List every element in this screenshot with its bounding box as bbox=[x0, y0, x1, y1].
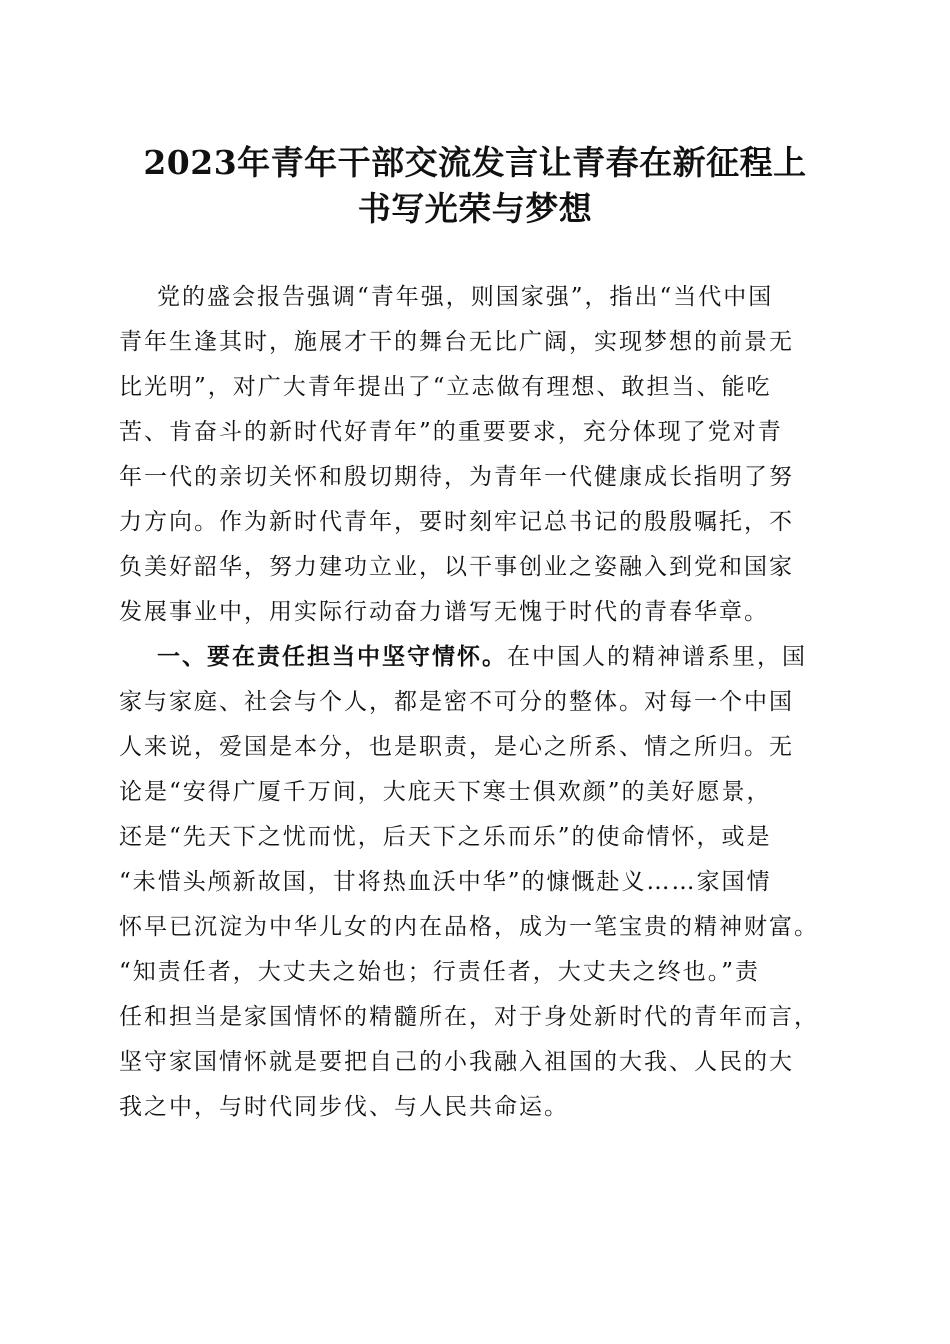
paragraph-2-line: 人来说，爱国是本分，也是职责，是心之所系、情之所归。无 bbox=[119, 734, 794, 760]
paragraph-2-line: 坚守家国情怀就是要把自己的小我融入祖国的大我、人民的大 bbox=[119, 1049, 794, 1075]
paragraph-2-line: “知责任者，大丈夫之始也；行责任者，大丈夫之终也。”责 bbox=[119, 959, 761, 985]
paragraph-1-line: 青年生逢其时，施展才干的舞台无比广阔，实现梦想的前景无 bbox=[119, 329, 794, 355]
paragraph-1-line: 苦、肯奋斗的新时代好青年”的重要要求，充分体现了党对青 bbox=[119, 419, 783, 445]
title-line-1: 2023年青年干部交流发言让青春在新征程上 bbox=[143, 143, 807, 182]
paragraph-2-line: 怀早已沉淀为中华儿女的内在品格，成为一笔宝贵的精神财富。 bbox=[119, 914, 819, 940]
paragraph-2-line: “未惜头颅新故国，甘将热血沃中华”的慷慨赴义……家国情 bbox=[119, 869, 772, 895]
paragraph-2-first-line bbox=[119, 635, 839, 680]
paragraph-2-line: 家与家庭、社会与个人，都是密不可分的整体。对每一个中国 bbox=[119, 689, 794, 715]
document-title bbox=[120, 140, 830, 232]
paragraph-1-line: 年一代的亲切关怀和殷切期待，为青年一代健康成长指明了努 bbox=[119, 464, 794, 490]
paragraph-1-line: 党的盛会报告强调“青年强，则国家强”，指出“当代中国 bbox=[157, 284, 774, 310]
paragraph-2-first-text: 在中国人的精神谱系里，国 bbox=[507, 644, 807, 670]
paragraph-2-line: 还是“先天下之忧而忧，后天下之乐而乐”的使命情怀，或是 bbox=[119, 824, 772, 850]
paragraph-2-line: 我之中，与时代同步伐、与人民共命运。 bbox=[119, 1094, 569, 1120]
section-heading: 一、要在责任担当中坚守情怀。 bbox=[157, 644, 507, 670]
paragraph-1-line: 负美好韶华，努力建功立业，以干事创业之姿融入到党和国家 bbox=[119, 554, 794, 580]
paragraph-2-line: 论是“安得广厦千万间，大庇天下寒士俱欢颜”的美好愿景， bbox=[119, 779, 772, 805]
paragraph-1-line: 比光明”，对广大青年提出了“立志做有理想、敢担当、能吃 bbox=[119, 374, 772, 400]
paragraph-1-line: 力方向。作为新时代青年，要时刻牢记总书记的殷殷嘱托，不 bbox=[119, 509, 794, 535]
paragraph-1-line: 发展事业中，用实际行动奋力谱写无愧于时代的青春华章。 bbox=[119, 599, 769, 625]
document-body bbox=[119, 275, 839, 1130]
paragraph-2-line: 任和担当是家国情怀的精髓所在，对于身处新时代的青年而言， bbox=[119, 1004, 819, 1030]
title-line-2: 书写光荣与梦想 bbox=[357, 189, 593, 228]
